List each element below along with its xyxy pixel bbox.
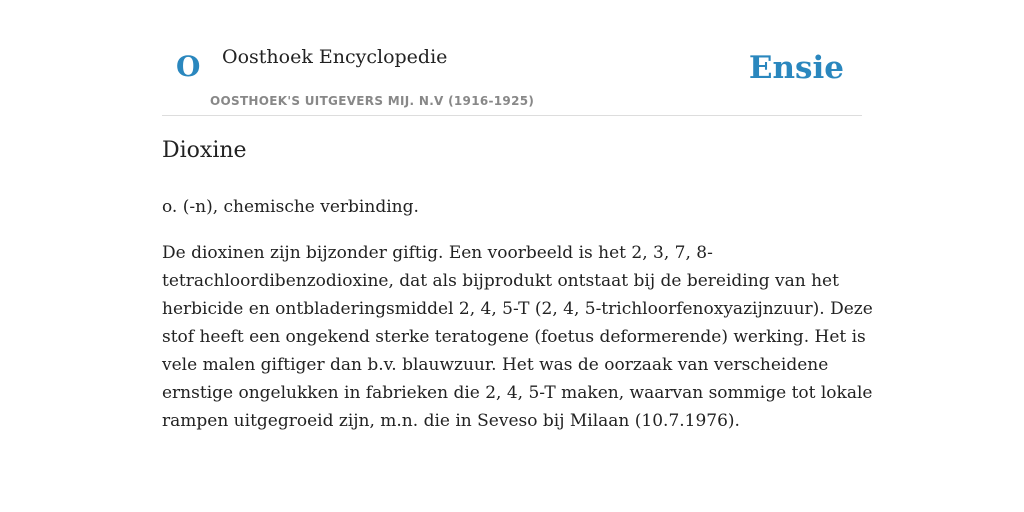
entry-body-line: tetrachloordibenzodioxine, dat als bijprodukt ontstaat bij de bereiding van het — [162, 271, 839, 291]
entry-body — [162, 239, 882, 435]
entry-body-line: rampen uitgegroeid zijn, m.n. die in Seveso bij Milaan (10.7.1976). — [162, 411, 740, 431]
entry-title: Dioxine — [162, 138, 247, 163]
ensie-logo-link[interactable]: Ensie — [748, 50, 844, 86]
publication-header — [162, 40, 862, 116]
publication-logo[interactable]: O — [176, 50, 201, 83]
entry-body-line: herbicide en ontbladeringsmiddel 2, 4, 5-T (2, 4, 5-trichloorfenoxyazijnzuur). Deze — [162, 299, 873, 319]
entry-body-line: vele malen giftiger dan b.v. blauwzuur. Het was de oorzaak van verscheidene — [162, 355, 829, 375]
entry-body-line: De dioxinen zijn bijzonder giftig. Een voorbeeld is het 2, 3, 7, 8- — [162, 243, 713, 263]
entry-definition: o. (-n), chemische verbinding. — [162, 197, 419, 217]
entry-body-line: stof heeft een ongekend sterke teratogene (foetus deformerende) werking. Het is — [162, 327, 866, 347]
publication-subtitle: OOSTHOEK'S UITGEVERS MIJ. N.V (1916-1925) — [210, 94, 535, 108]
publication-title[interactable]: Oosthoek Encyclopedie — [222, 46, 448, 68]
entry-body-line: ernstige ongelukken in fabrieken die 2, 4, 5-T maken, waarvan sommige tot lokale — [162, 383, 873, 403]
